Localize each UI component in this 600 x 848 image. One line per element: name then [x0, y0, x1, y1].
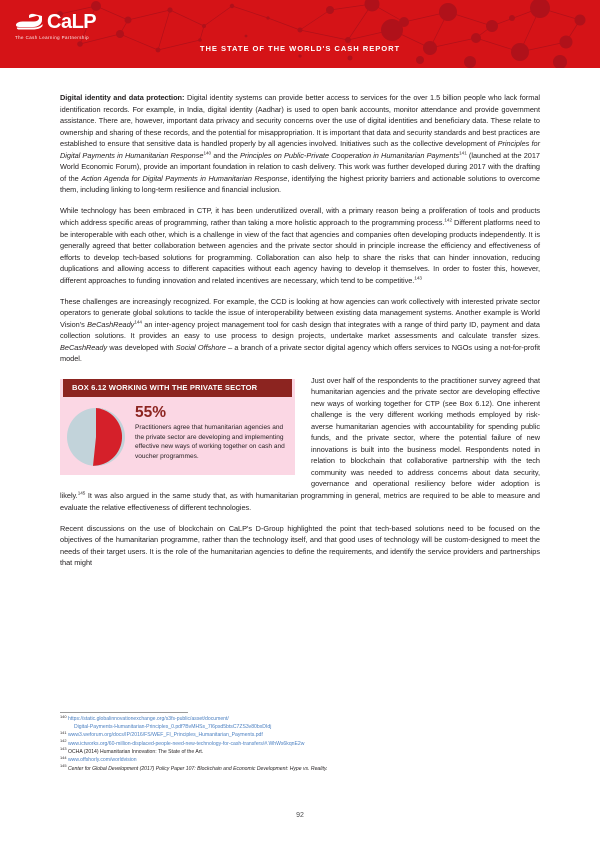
paragraph-challenges-recognized [60, 296, 540, 365]
paragraph-digital-identity [60, 92, 540, 196]
footnote-ref-140[interactable]: 140 [203, 150, 212, 156]
p4-text-b: It was also argued in the same study that, as with humanitarian programming in general, metrics are required to be able to measure and evaluate the relative effectiveness of different technologies. [60, 491, 540, 512]
paragraph-lead-in: Digital identity and data protection: [60, 93, 185, 102]
footnote-145 [60, 763, 540, 774]
paragraph-technology-ctp [60, 205, 540, 286]
footnote-140-url-line1[interactable]: https://static.globalinnovationexchange.org/s3fs-public/asset/document/ [68, 716, 229, 723]
p1-text-d: , identifying the highest priority barriers and actionable solutions to overcome them, including linking to long-term resilience and financial inclusion. [60, 173, 540, 195]
p1-italic-action-agenda: Action Agenda for Digital Payments in Humanitarian Response [81, 173, 288, 183]
footnote-144-url[interactable]: www.offshorly.com/worldvision [68, 757, 137, 764]
p3-italic-becashready-2: BeCashReady [60, 342, 108, 352]
pie-chart-svg [67, 406, 129, 468]
footnote-140 [60, 713, 540, 731]
box-6-12 [60, 379, 295, 475]
box-6-12-header: BOX 6.12 WORKING WITH THE PRIVATE SECTOR [63, 379, 292, 397]
p3-italic-becashready-1: BeCashReady [87, 319, 135, 329]
calp-logo-tagline: The Cash Learning Partnership [15, 35, 90, 40]
p2-text-a: While technology has been embraced in CTP, it has been underutilized overall, with a primary reason being a proliferation of tools and products which address specific areas of programming, rather than taking a more holistic approach to the programming process. [60, 206, 540, 227]
footnote-ref-141[interactable]: 141 [459, 150, 467, 156]
paragraph-blockchain-dgroup: Recent discussions on the use of blockchain on CaLP's D-Group highlighted the point that tech-based solutions need to be focused on the objectives of the humanitarian programme, rather than the technology itself, and that good uses of technology will be custom-designed to meet the needs of their target users. It is the role of the humanitarian agencies to define the requirements, and identify the service providers and partnerships that might [60, 523, 540, 568]
calp-hand-icon [14, 12, 44, 32]
page-header-band [0, 0, 600, 68]
footnote-143 [60, 746, 540, 757]
box-6-12-stat [135, 404, 286, 462]
footnote-144 [60, 754, 540, 765]
footnote-140-text [68, 716, 540, 731]
footnotes-section [60, 712, 540, 774]
report-title: THE STATE OF THE WORLD'S CASH REPORT [199, 44, 401, 53]
calp-logo [14, 12, 154, 40]
box-6-12-body [60, 397, 295, 468]
page-number: 92 [296, 812, 304, 819]
p3-text-d: – a branch of a private sector digital agency which offers services to NGOs using a not-for-profit model. [60, 342, 541, 364]
footnote-142-url[interactable]: www.ictworks.org/60-million-displaced-people-need-new-technology-for-cash-transfers/#.WhWs6kqnE2w [68, 740, 305, 747]
pie-chart [67, 404, 129, 468]
footnote-143-text: OCHA (2014) Humanitarian Innovation: The State of the Art. [68, 749, 204, 756]
footnote-ref-143[interactable]: 143 [414, 275, 422, 281]
footnote-141-url[interactable]: www3.weforum.org/docs/IP/2016/FS/WEF_FI_Principles_Humanitarian_Payments.pdf [68, 732, 263, 739]
p3-text-a: These challenges are increasingly recognized. For example, the CCD is looking at how agencies can work collectively with interested private sector operators to generate global solutions to tackle the issue of interoperability between existing data management systems. Another example is World Vision's [60, 296, 540, 329]
footnote-145-citation: Center for Global Development (2017) Policy Paper 107: Blockchain and Economic Development: Hype vs. Reality. [68, 765, 328, 772]
calp-logo-text: CaLP [47, 11, 97, 33]
footnote-140-url-line2[interactable]: Digital-Payments-Humanitarian-Principles_0.pdf?BvMHSs_7I6psd5btsC7ZS3v80bxDIdj [74, 723, 272, 730]
footnote-ref-145[interactable]: 145 [77, 490, 86, 496]
p3-text-b: an inter-agency project management tool for cash design that integrates with a range of third party ID, payment and data collection solutions. It provides an easy to use process to design projects, undertake market assessments and calculate transfer sizes. [60, 319, 540, 341]
p1-text-c: (launched at the 2017 World Economic Forum), provide an important foundation in relation to cash delivery. This work was further developed during 2017 with the drafting of the [60, 150, 540, 183]
p1-text-a: Digital identity systems can provide better access to services for the over 1.5 billion people who lack formal identification records. For example, in India, digital identity (Aadhar) is used to open bank accounts, monitor attendance and provide government assistance. There are, however, important data privacy and security concerns over the use of digital identities and beneficiary data. These relate to ownership and sharing of these records, and the potential for misappropriation. It is important that data and security standards and best practices are established to ensure that sensitive data is handled properly by all agencies involved. Initiatives such as the collective development of [60, 93, 540, 149]
footnote-141 [60, 729, 540, 740]
footnote-142 [60, 738, 540, 749]
box-6-12-float-wrapper [60, 376, 295, 475]
footnote-ref-142[interactable]: 142 [444, 217, 452, 223]
p4-text-a: Just over half of the respondents to the practitioner survey agreed that humanitarian agencies and the private sector are developing effective new ways of working together for CTP (see Box 6.12). One inherent challenge is the very different working methods employed by risk-averse humanitarian agencies with accountability for spending public funds, and the private sector, where the potential failure of new innovations is built into the business model. Respondents noted in relation to blockchain that collaborative partnership with the tech community was needed to address concerns about data security, governance and operational resiliency before wider adoption is likely. [60, 375, 540, 500]
footnote-145-text [68, 766, 540, 774]
stat-description: Practitioners agree that humanitarian agencies and the private sector are developing and implementing effective new ways of working together on cash and voucher programmes. [135, 424, 285, 461]
p3-text-c: was developed with [107, 342, 176, 352]
footnote-ref-144[interactable]: 144 [134, 319, 142, 325]
p2-text-b: Different platforms need to be interoperable with each other, which is a challenge in view of the fact that agencies and companies often developing products independently. It is generally agreed that better collaboration between agencies and the private sector should in principle increase the efficiency and effectiveness of efforts to develop tech-based solutions for programming. Collaboration can also help to share the risks that can hinder innovation, reducing duplications and allowing access to different capacities without each agency having to develop it themselves. In order to foster this, however, different approaches to funding innovation and related incentives are necessary, which tend to be competitive. [60, 217, 541, 285]
p1-italic-principles-public-private: Principles on Public-Private Cooperation in Humanitarian Payments [239, 150, 460, 160]
footnote-divider [60, 712, 188, 713]
stat-percentage: 55% [135, 403, 167, 421]
page-content [0, 68, 600, 569]
p1-text-b: and the [211, 150, 240, 160]
p1-italic-principles-digital-payments: Principles for Digital Payments in Humanitarian Response [60, 139, 540, 160]
p3-italic-social-offshore: Social Offshore [175, 342, 226, 352]
